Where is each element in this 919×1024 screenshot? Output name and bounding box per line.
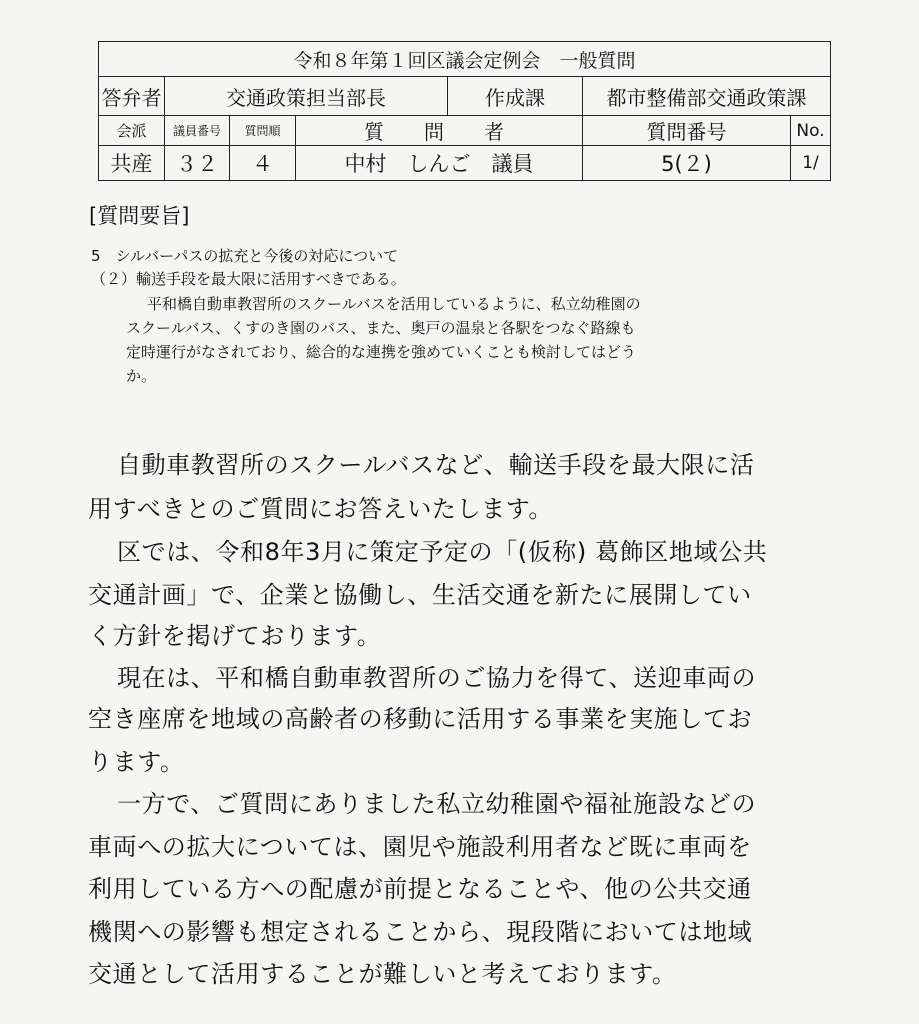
party-header: 会派	[99, 116, 165, 146]
order-value: ４	[230, 146, 296, 181]
party-value: 共産	[99, 146, 165, 181]
creator-value: 都市整備部交通政策課	[583, 77, 831, 116]
answer-line: 車両への拡大については、園児や施設利用者など既に車両を	[88, 833, 752, 861]
question-no-header: 質問番号	[583, 116, 791, 146]
questioner-header: 質 問 者	[296, 116, 583, 146]
summary-line: 定時運行がなされており、総合的な連携を強めていくことも検討してはどう	[126, 343, 637, 361]
member-no-value: ３２	[165, 146, 230, 181]
answerer-value: 交通政策担当部長	[165, 77, 448, 116]
summary-line: 平和橋自動車教習所のスクールバスを活用しているように、私立幼稚園の	[147, 295, 641, 313]
answer-line: 交通計画」で、企業と協働し、生活交通を新たに展開してい	[88, 581, 752, 609]
answer-line: 現在は、平和橋自動車教習所のご協力を得て、送迎車両の	[117, 664, 757, 692]
answer-line: く方針を掲げております。	[88, 622, 382, 650]
session-title: 令和８年第１回区議会定例会 一般質問	[99, 42, 831, 77]
answer-line: 区では、令和8年3月に策定予定の「(仮称) 葛飾区地域公共	[117, 538, 768, 566]
questioner-value: 中村 しんご 議員	[296, 146, 583, 181]
member-no-header: 議員番号	[165, 116, 230, 146]
summary-line: 5 シルバーパスの拡充と今後の対応について	[91, 247, 399, 265]
answer-line: 用すべきとのご質問にお答えいたします。	[88, 495, 553, 523]
creator-label: 作成課	[448, 77, 583, 116]
summary-line: （２）輸送手段を最大限に活用すべきである。	[91, 270, 406, 288]
answer-line: ります。	[88, 748, 185, 776]
header-table	[98, 41, 831, 181]
answer-line: 空き座席を地域の高齢者の移動に活用する事業を実施してお	[88, 705, 753, 733]
answer-line: 利用している方への配慮が前提となることや、他の公共交通	[88, 875, 752, 903]
answerer-label: 答弁者	[99, 77, 165, 116]
answer-line: 機関への影響も想定されることから、現段階においては地域	[88, 918, 753, 946]
summary-line: か。	[126, 367, 157, 385]
answer-line: 交通として活用することが難しいと考えております。	[88, 960, 677, 988]
summary-title: [質問要旨]	[89, 204, 190, 228]
question-no-value: 5(２)	[583, 146, 791, 181]
no-value: 1/	[791, 146, 831, 181]
summary-line: スクールバス、くすのき園のバス、また、奥戸の温泉と各駅をつなぐ路線も	[126, 319, 636, 337]
no-header: No.	[791, 116, 831, 146]
answer-line: 一方で、ご質問にありました私立幼稚園や福祉施設などの	[117, 790, 757, 818]
order-header: 質問順	[230, 116, 296, 146]
answer-line: 自動車教習所のスクールバスなど、輸送手段を最大限に活	[117, 451, 755, 479]
